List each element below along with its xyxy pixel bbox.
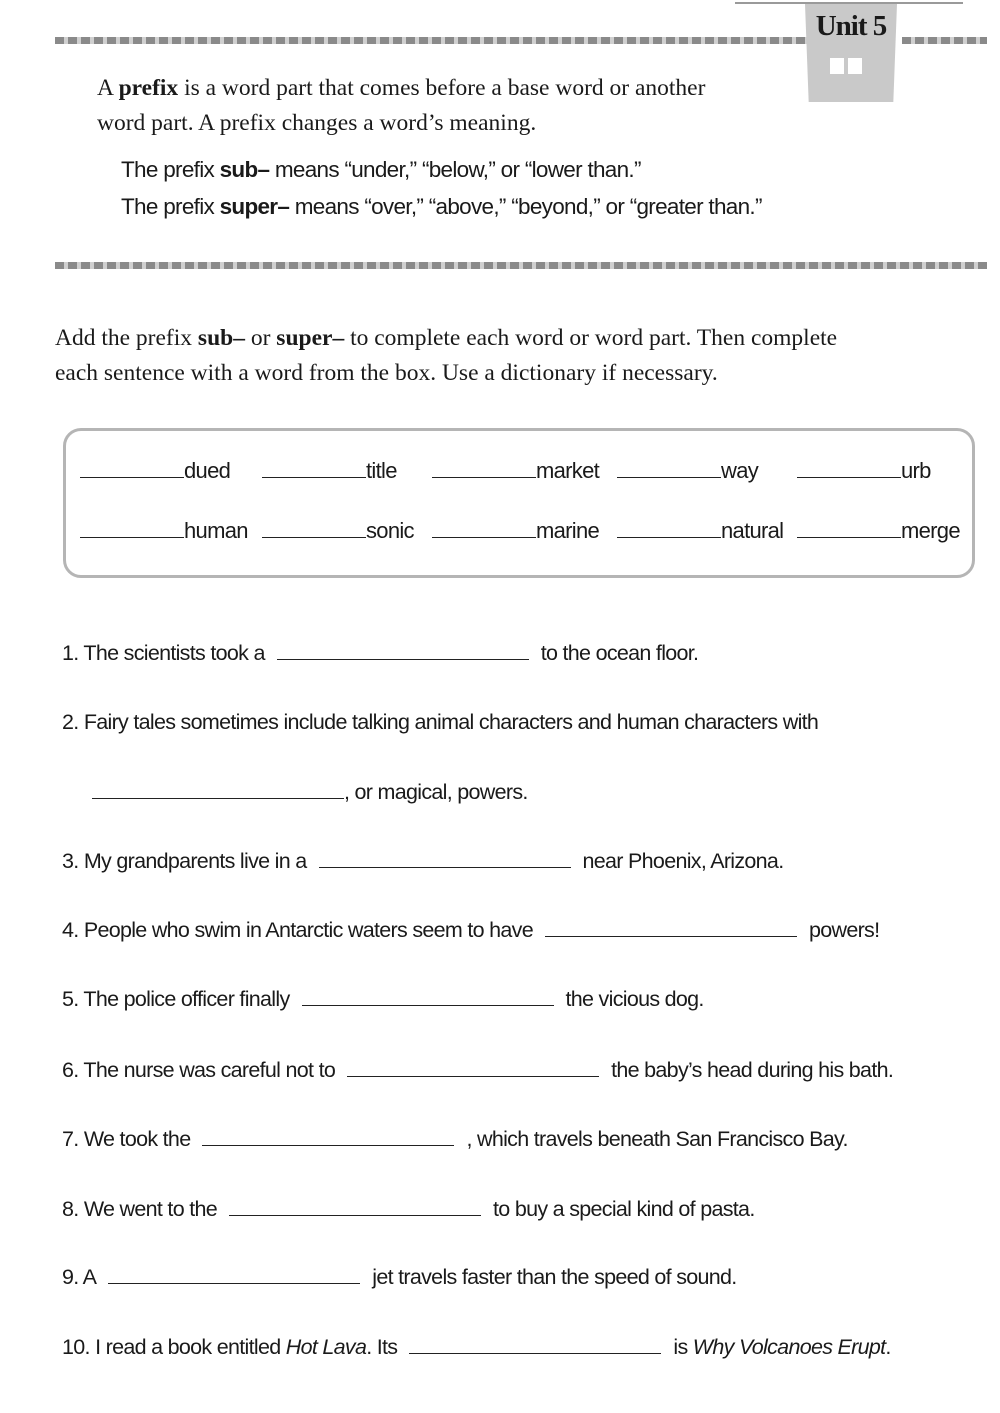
question-7 bbox=[62, 1127, 848, 1152]
question-text: We took the bbox=[83, 1127, 191, 1151]
prefix-blank[interactable] bbox=[432, 459, 536, 478]
tab-square-icon bbox=[848, 58, 862, 74]
prefix-blank[interactable] bbox=[797, 459, 901, 478]
question-number: 7. bbox=[62, 1127, 79, 1151]
word-box-item bbox=[432, 458, 599, 484]
question-2 bbox=[62, 710, 818, 735]
question-text: to the ocean floor. bbox=[540, 641, 699, 665]
answer-blank[interactable] bbox=[229, 1197, 481, 1216]
question-text: , which travels beneath San Francisco Bay. bbox=[466, 1127, 848, 1151]
answer-blank[interactable] bbox=[202, 1127, 454, 1146]
question-text: jet travels faster than the speed of sound. bbox=[372, 1265, 737, 1289]
question-8 bbox=[62, 1197, 755, 1222]
header-rule bbox=[735, 2, 963, 4]
question-6 bbox=[62, 1058, 893, 1083]
question-text: is bbox=[673, 1335, 693, 1359]
answer-blank[interactable] bbox=[277, 641, 529, 660]
answer-blank[interactable] bbox=[108, 1265, 360, 1284]
answer-blank[interactable] bbox=[302, 987, 554, 1006]
prefix-blank[interactable] bbox=[80, 519, 184, 538]
question-text: A bbox=[82, 1265, 97, 1289]
question-number: 2. bbox=[62, 710, 79, 734]
question-number: 10. bbox=[62, 1335, 90, 1359]
prefix-blank[interactable] bbox=[432, 519, 536, 538]
question-text: The nurse was careful not to bbox=[83, 1058, 336, 1082]
question-text: . Its bbox=[366, 1335, 398, 1359]
answer-blank[interactable] bbox=[409, 1335, 661, 1354]
rule-super: The prefix super– means “over,” “above,” “beyond,” or “greater than.” bbox=[121, 194, 762, 219]
question-number: 4. bbox=[62, 918, 79, 942]
question-text: near Phoenix, Arizona. bbox=[582, 849, 784, 873]
word-box-item bbox=[617, 518, 783, 544]
intro-definition: A prefix is a word part that comes before a base word or another word part. A prefix changes a word’s meaning. bbox=[97, 75, 706, 136]
word-box bbox=[63, 428, 975, 578]
word-part: way bbox=[721, 458, 759, 483]
question-text: the baby’s head during his bath. bbox=[611, 1058, 894, 1082]
word-part: merge bbox=[901, 518, 960, 543]
book-subtitle: Why Volcanoes Erupt bbox=[692, 1335, 886, 1359]
word-part: sonic bbox=[366, 518, 414, 543]
question-number: 6. bbox=[62, 1058, 79, 1082]
word-box-item bbox=[80, 458, 230, 484]
book-title: Hot Lava bbox=[285, 1335, 367, 1359]
question-text: to buy a special kind of pasta. bbox=[493, 1197, 755, 1221]
question-1 bbox=[62, 641, 698, 666]
question-4 bbox=[62, 918, 879, 943]
answer-blank[interactable] bbox=[347, 1058, 599, 1077]
question-text: The scientists took a bbox=[83, 641, 265, 665]
question-5 bbox=[62, 987, 704, 1012]
question-text: powers! bbox=[809, 918, 880, 942]
answer-blank[interactable] bbox=[319, 849, 571, 868]
word-part: title bbox=[366, 458, 397, 483]
word-part: urb bbox=[901, 458, 931, 483]
word-part: natural bbox=[721, 518, 784, 543]
word-box-item bbox=[617, 458, 758, 484]
word-part: human bbox=[184, 518, 248, 543]
word-part: market bbox=[536, 458, 600, 483]
unit-title: Unit 5 bbox=[815, 10, 887, 42]
prefix-blank[interactable] bbox=[262, 459, 366, 478]
divider-top-left bbox=[55, 37, 807, 44]
question-text: Fairy tales sometimes include talking animal characters and human characters with bbox=[83, 710, 819, 734]
question-text: The police officer finally bbox=[83, 987, 290, 1011]
question-number: 5. bbox=[62, 987, 79, 1011]
question-10 bbox=[62, 1335, 891, 1360]
prefix-blank[interactable] bbox=[617, 519, 721, 538]
prefix-blank[interactable] bbox=[262, 519, 366, 538]
word-box-item bbox=[80, 518, 248, 544]
rule-sub: The prefix sub– means “under,” “below,” or “lower than.” bbox=[121, 157, 641, 182]
prefix-blank[interactable] bbox=[80, 459, 184, 478]
question-text: People who swim in Antarctic waters seem to have bbox=[83, 918, 533, 942]
word-box-item bbox=[432, 518, 599, 544]
divider-top-right bbox=[902, 37, 987, 44]
question-number: 8. bbox=[62, 1197, 79, 1221]
question-text: , or magical, powers. bbox=[344, 780, 528, 804]
answer-blank[interactable] bbox=[545, 918, 797, 937]
question-3 bbox=[62, 849, 783, 874]
prefix-blank[interactable] bbox=[797, 519, 901, 538]
question-number: 3. bbox=[62, 849, 79, 873]
answer-blank[interactable] bbox=[92, 780, 344, 799]
word-box-item bbox=[797, 458, 931, 484]
question-text: the vicious dog. bbox=[565, 987, 704, 1011]
word-box-item bbox=[797, 518, 960, 544]
question-9 bbox=[62, 1265, 737, 1290]
instructions: Add the prefix sub– or super– to complete each word or word part. Then complete each sentence with a word from the box. Use a dictionary if necessary. bbox=[55, 325, 838, 386]
word-part: marine bbox=[536, 518, 600, 543]
question-number: 9. bbox=[62, 1265, 79, 1289]
question-number: 1. bbox=[62, 641, 79, 665]
word-box-item bbox=[262, 458, 397, 484]
question-text: . bbox=[885, 1335, 891, 1359]
question-text: I read a book entitled bbox=[95, 1335, 286, 1359]
word-part: dued bbox=[184, 458, 231, 483]
question-text: My grandparents live in a bbox=[83, 849, 307, 873]
divider-bottom bbox=[55, 262, 987, 269]
question-2-continued bbox=[62, 780, 528, 805]
tab-square-icon bbox=[830, 58, 844, 74]
question-text: We went to the bbox=[83, 1197, 218, 1221]
word-box-item bbox=[262, 518, 414, 544]
prefix-blank[interactable] bbox=[617, 459, 721, 478]
